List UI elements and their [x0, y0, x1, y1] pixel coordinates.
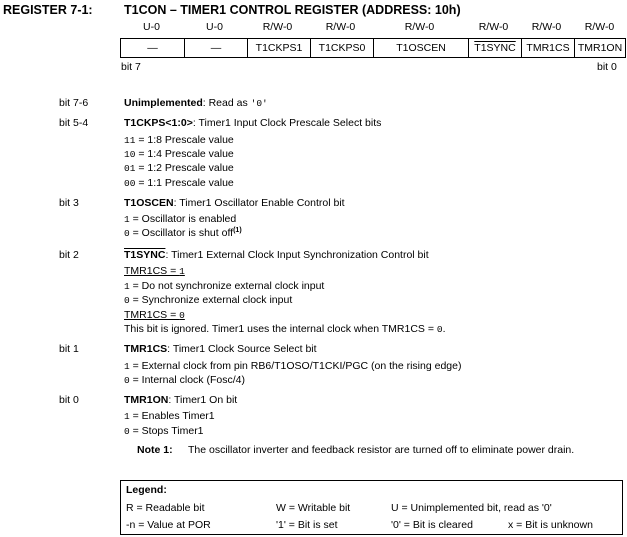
bit0-option — [124, 410, 215, 422]
option-code: 01 — [124, 163, 136, 174]
bit76-label: bit 7-6 — [59, 97, 89, 109]
access-bit5: R/W-0 — [262, 21, 293, 33]
bit3-option — [124, 213, 236, 225]
bit3-desc — [124, 197, 345, 209]
bit54-desc — [124, 117, 381, 129]
condition-value: 0 — [179, 310, 185, 321]
bit54-label: bit 5-4 — [59, 117, 89, 129]
bit2-text: : Timer1 External Clock Input Synchronization Control bit — [165, 249, 429, 261]
register-number: REGISTER 7-1: — [3, 3, 93, 17]
option-code: 11 — [124, 135, 136, 146]
option-text: = Do not synchronize external clock input — [129, 280, 325, 292]
register-title: T1CON – TIMER1 CONTROL REGISTER (ADDRESS: 10h) — [124, 3, 461, 17]
access-bit2: R/W-0 — [478, 21, 509, 33]
bit0-cell: TMR1ON — [574, 39, 625, 57]
note-reference: (1) — [233, 227, 242, 234]
note-label: Note 1: — [137, 444, 173, 456]
option-text: = Internal clock (Fosc/4) — [129, 374, 245, 386]
note-text: The oscillator inverter and feedback resistor are turned off to eliminate power drain. — [188, 444, 575, 456]
bit1-label: bit 1 — [59, 343, 79, 355]
option-text: = External clock from pin RB6/T1OSO/T1CKI/PGC (on the rising edge) — [129, 360, 462, 372]
bit2-cell — [468, 39, 521, 57]
bit0-option — [124, 425, 204, 437]
bit54-option — [124, 177, 234, 189]
access-bit3: R/W-0 — [404, 21, 435, 33]
option-code: 1 — [124, 361, 130, 372]
option-text: = Stops Timer1 — [129, 425, 204, 437]
bit2-option — [124, 280, 324, 292]
bit7-cell: — — [147, 42, 158, 54]
bit3-text: : Timer1 Oscillator Enable Control bit — [173, 197, 345, 209]
condition-name: TMR1CS = — [124, 309, 180, 321]
bit76-value: '0' — [250, 98, 268, 109]
legend-item-set: '1' = Bit is set — [276, 519, 338, 531]
bit2-condition1 — [124, 265, 185, 277]
option-text: = Oscillator is shut off — [129, 227, 234, 239]
option-code: 1 — [124, 214, 130, 225]
bit1-cell: TMR1CS — [521, 39, 574, 57]
option-code: 0 — [124, 375, 130, 386]
option-code: 0 — [124, 426, 130, 437]
bit5-cell: T1CKPS1 — [247, 39, 310, 57]
option-code: 0 — [124, 228, 130, 239]
bit3-name: T1OSCEN — [124, 197, 174, 209]
access-bit4: R/W-0 — [325, 21, 356, 33]
bit3-label: bit 3 — [59, 197, 79, 209]
bit2-label: bit 2 — [59, 249, 79, 261]
option-text: = Enables Timer1 — [129, 410, 215, 422]
bit54-option — [124, 134, 234, 146]
bit1-desc — [124, 343, 317, 355]
msb-label: bit 7 — [121, 61, 141, 73]
bit1-option — [124, 374, 245, 386]
option-code: 10 — [124, 149, 136, 160]
bit2-ignored-text — [124, 323, 446, 335]
access-bit1: R/W-0 — [531, 21, 562, 33]
option-code: 1 — [124, 281, 130, 292]
option-text: = 1:1 Prescale value — [135, 177, 234, 189]
option-text: = 1:2 Prescale value — [135, 162, 234, 174]
condition-value: 1 — [179, 266, 185, 277]
access-bit0: R/W-0 — [584, 21, 615, 33]
bit2-condition0 — [124, 309, 185, 321]
bit2-name: T1SYNC — [124, 249, 166, 261]
legend-box — [120, 480, 623, 535]
access-bit6: U-0 — [206, 21, 223, 33]
option-code: 1 — [124, 411, 130, 422]
bit2-name: T1SYNC — [474, 42, 516, 54]
bit0-desc — [124, 394, 237, 406]
option-code: 00 — [124, 178, 136, 189]
bit2-option — [124, 294, 292, 306]
bit76-text: : Read as — [202, 97, 251, 109]
bit2-desc — [124, 249, 429, 261]
ignored-code: 0 — [436, 324, 443, 335]
bit54-option — [124, 162, 234, 174]
option-text: = Oscillator is enabled — [129, 213, 237, 225]
option-text: = 1:8 Prescale value — [135, 134, 234, 146]
ignored-text: This bit is ignored. Timer1 uses the internal clock when TMR1CS = — [124, 323, 437, 335]
access-row — [120, 21, 626, 37]
bit54-name: T1CKPS<1:0> — [124, 117, 193, 129]
legend-item-por: -n = Value at POR — [126, 519, 211, 531]
legend-title: Legend: — [126, 484, 167, 496]
condition-name: TMR1CS = — [124, 265, 180, 277]
option-text: = 1:4 Prescale value — [135, 148, 234, 160]
bit0-name: TMR1ON — [124, 394, 169, 406]
legend-item-unimplemented: U = Unimplemented bit, read as '0' — [391, 502, 552, 514]
legend-item-cleared: '0' = Bit is cleared — [391, 519, 473, 531]
bit54-option — [124, 148, 234, 160]
option-code: 0 — [124, 295, 130, 306]
bit76-name: Unimplemented — [124, 97, 203, 109]
access-bit7: U-0 — [143, 21, 160, 33]
bit4-cell: T1CKPS0 — [310, 39, 373, 57]
bit0-label: bit 0 — [59, 394, 79, 406]
option-text: = Synchronize external clock input — [129, 294, 293, 306]
bit76-desc — [124, 97, 268, 109]
bit0-text: : Timer1 On bit — [168, 394, 238, 406]
lsb-label: bit 0 — [597, 61, 617, 73]
bit6-cell: — — [184, 39, 247, 57]
legend-item-unknown: x = Bit is unknown — [508, 519, 593, 531]
legend-item-readable: R = Readable bit — [126, 502, 205, 514]
legend-item-writable: W = Writable bit — [276, 502, 351, 514]
bit54-text: : Timer1 Input Clock Prescale Select bits — [192, 117, 382, 129]
bit3-cell: T1OSCEN — [373, 39, 468, 57]
bit3-option — [124, 227, 242, 239]
bit1-option — [124, 360, 461, 372]
bit1-text: : Timer1 Clock Source Select bit — [167, 343, 317, 355]
bit1-name: TMR1CS — [124, 343, 168, 355]
ignored-end: . — [442, 323, 446, 335]
register-bit-table — [120, 38, 626, 58]
